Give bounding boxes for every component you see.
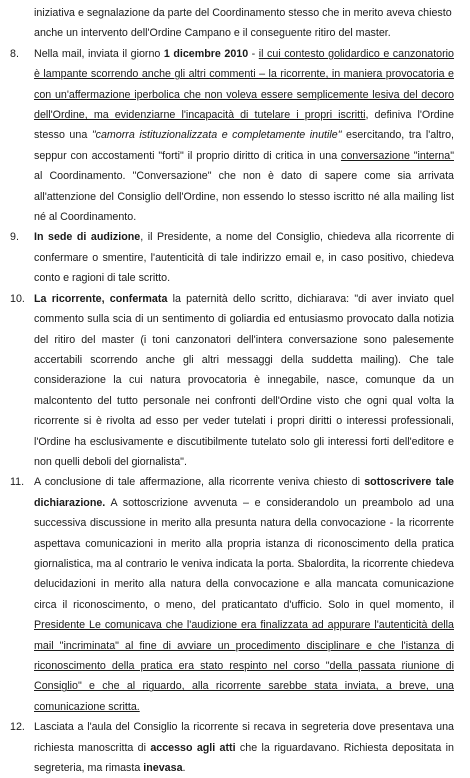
paragraph-8 — [10, 44, 454, 228]
bold-text: La ricorrente, confermata — [34, 292, 168, 305]
paragraph-number: 8. — [10, 47, 19, 60]
paragraph-10 — [10, 289, 454, 473]
text-run: esercitando, tra l'altro, seppur con accostamenti "forti" il proprio diritto di critica in una — [34, 129, 455, 162]
text-run: . — [182, 762, 186, 775]
paragraph-text — [34, 472, 454, 717]
intro-paragraph — [34, 3, 454, 44]
text-run: A conclusione di tale affermazione, alla ricorrente veniva chiesto di — [34, 476, 365, 489]
text-run: - — [248, 47, 259, 60]
paragraph-12 — [10, 717, 454, 778]
text-run: Nella mail, inviata il giorno — [34, 47, 164, 60]
paragraph-text — [34, 44, 454, 228]
paragraph-9 — [10, 227, 454, 288]
paragraph-number: 11. — [10, 476, 25, 489]
text-run: che la riguardavano. Richiesta depositata in segreteria, ma rimasta — [34, 741, 454, 775]
text-run: la paternità dello scritto, dichiarava: "di aver inviato quel commento sulla scia di un sentimento di goliardia ed entusiasmo provocato dalla notizia del ritiro del master (i toni canzonatori dell'intera conversazione sono palesemente accertabili scorrendo anche gli altri messaggi della suddetta mailing). Che tale considerazione la cui natura provocatoria è innegabile, nasce, comunque da un malcontento del tutto personale nei confronti dell'Ordine visto che ogni qual volta la ricorrente si è rivolta ad esso per veder tutelati i propri diritti o interessi professionali, l'Ordine ha esclusivamente e discutibilmente tutelato solo gli interessi forti dell'editore e non quelli deboli del giornalista". — [34, 292, 455, 468]
bold-text: accesso agli atti — [150, 741, 236, 754]
paragraph-number: 9. — [10, 231, 19, 244]
bold-text: inevasa — [143, 762, 183, 775]
text-run: , il Presidente, a nome del Consiglio, chiedeva alla ricorrente di confermare o smentire, l'autenticità di tale indirizzo email e, in caso positivo, chiedeva conto e ragioni di tale scritto. — [34, 231, 454, 285]
paragraph-text — [34, 227, 454, 288]
paragraph-text — [34, 289, 454, 473]
paragraph-11 — [10, 472, 454, 717]
bold-text: In sede di audizione — [34, 231, 141, 244]
text-run: Lasciata a l'aula del Consiglio la ricorrente si recava in segreteria dove presentava una richiesta manoscritta di — [34, 721, 454, 754]
italic-quote: "camorra istituzionalizzata e completamente inutile" — [91, 129, 342, 142]
paragraph-number: 10. — [10, 292, 25, 305]
text-run: A sottoscrizione avvenuta – e considerandolo un preambolo ad una successiva discussione in merito alla presunta natura della convocazione - la ricorrente aspettava comunicazioni in merito alla propria istanza di riconoscimento della pratica giornalistica, ma al contrario le veniva indicata la porta. Sbalordita, la ricorrente chiedeva delucidazioni in merito alla natura della convocazione e alla mancata comunicazione circa il riconoscimento, o meno, del praticantato d'ufficio. Solo in quel momento, il — [34, 496, 454, 611]
bold-text: sottoscrivere tale dichiarazione. — [34, 476, 455, 509]
text-run: al Coordinamento. "Conversazione" che non è dato di sapere come sia arrivata all'attenzione del Consiglio dell'Ordine, non essendo lo stesso iscritto né alla mailing list né al Coordinamento. — [34, 170, 454, 224]
paragraph-text — [34, 717, 454, 778]
bold-date: 1 dicembre 2010 — [163, 47, 249, 60]
underlined-text: conversazione "interna" — [340, 149, 454, 162]
paragraph-number: 12. — [10, 721, 25, 734]
intro-line-2: anche un intervento dell'Ordine Campano e il conseguente ritiro del master. — [34, 27, 391, 40]
intro-line-1: iniziativa e segnalazione da parte del Coordinamento stesso che in merito aveva chiesto — [34, 7, 452, 19]
text-run: , definiva l'Ordine stesso una — [34, 109, 454, 142]
underlined-text: Presidente Le comunicava che l'audizione era finalizzata ad appurare l'autenticità della mail "incriminata" al fine di avviare un procedimento disciplinare e che l'istanza di riconoscimento della pratica era stato respinto nel corso "della passata riunione di Consiglio" e che al riguardo, alla ricorrente sarebbe stata inviata, a breve, una comunicazione scritta. — [34, 619, 454, 713]
underlined-text: il cui contesto golidardico e canzonatorio è lampante scorrendo anche gli altri commenti – la ricorrente, in maniera provocatoria e con un'affermazione iperbolica che non voleva essere semplicemente lesiva del decoro dell'Ordine, ma evidenziarne l'incapacità di tutelare i propri iscritti — [34, 47, 455, 122]
